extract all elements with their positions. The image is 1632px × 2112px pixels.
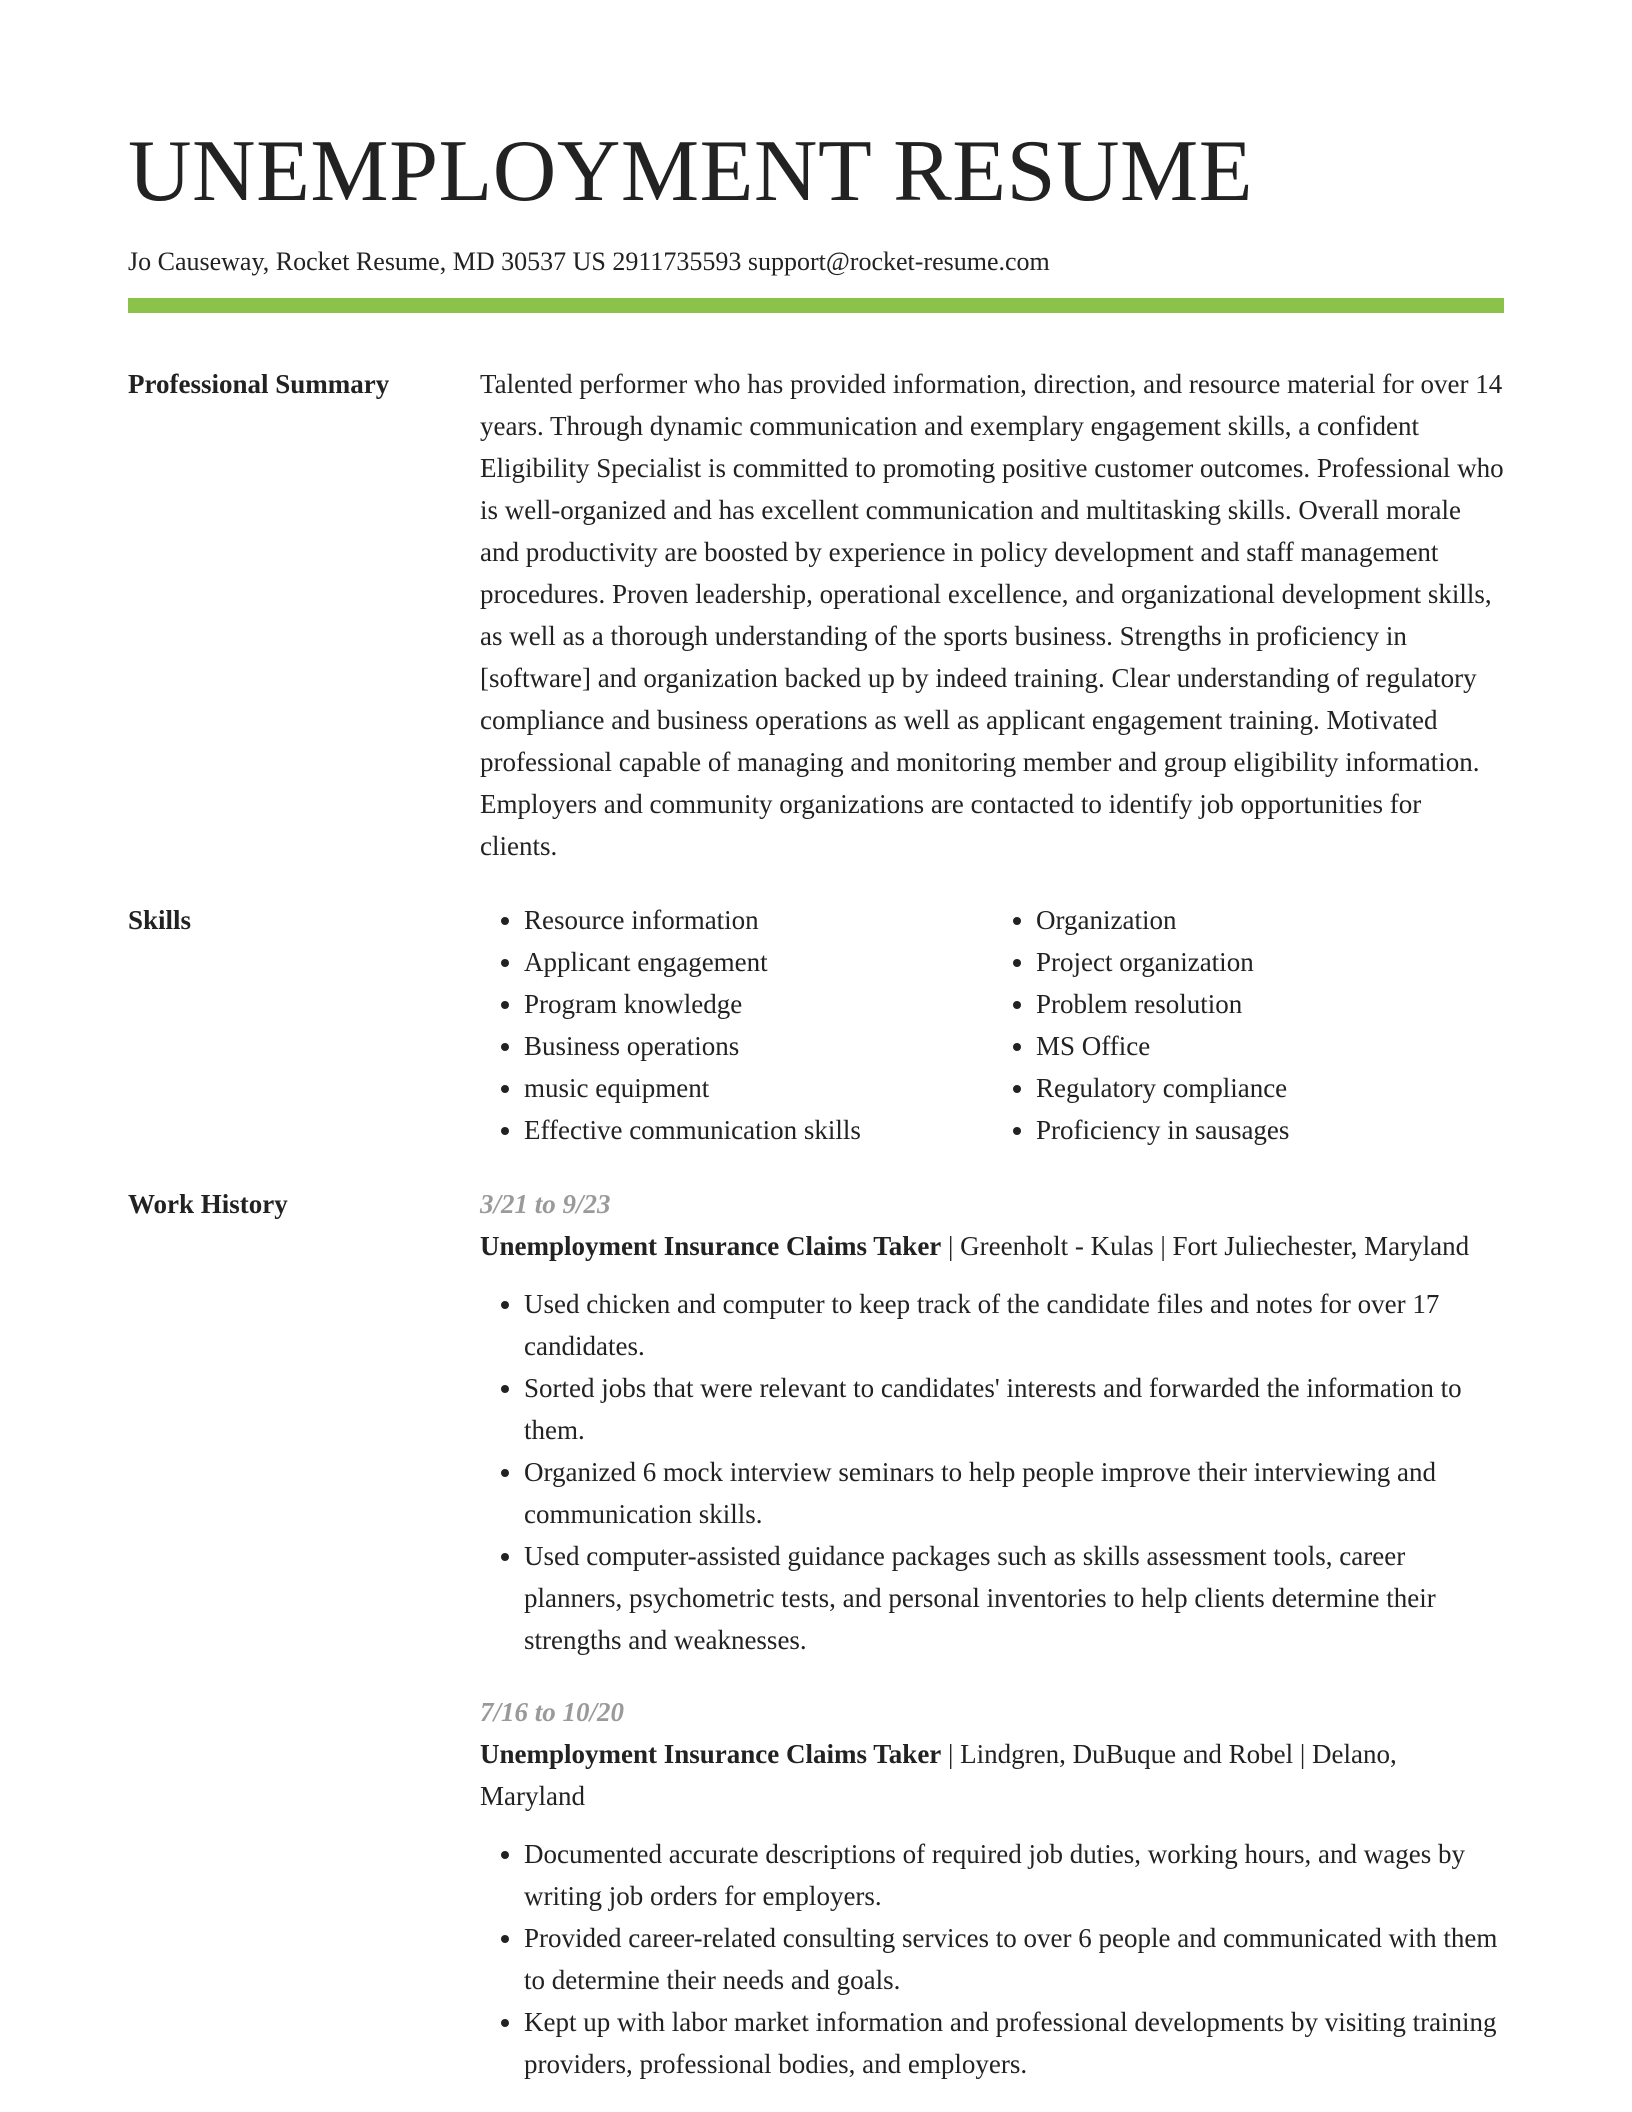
resume-page	[128, 0, 1504, 2085]
skill-item: • Applicant engagement	[524, 941, 992, 983]
contact-line: Jo Causeway, Rocket Resume, MD 30537 US 2911735593 support@rocket-resume.com	[128, 247, 1050, 276]
job-entry	[480, 1691, 1504, 2085]
job-entry	[480, 1183, 1504, 1661]
job-bullet: • Used chicken and computer to keep track of the candidate files and notes for over 17 candidates.	[524, 1283, 1504, 1367]
section-label-work: Work History	[128, 1189, 288, 1219]
skill-item: • Organization	[1036, 899, 1504, 941]
skill-item: • Project organization	[1036, 941, 1504, 983]
job-dates: 3/21 to 9/23	[480, 1189, 611, 1219]
job-header	[480, 1733, 1504, 1817]
job-title: Unemployment Insurance Claims Taker	[480, 1739, 942, 1769]
skills-columns	[480, 899, 1504, 1151]
section-label-skills: Skills	[128, 905, 192, 935]
skill-item: • Program knowledge	[524, 983, 992, 1025]
job-bullet: • Documented accurate descriptions of required job duties, working hours, and wages by writing job orders for employers.	[524, 1833, 1504, 1917]
summary-body	[480, 363, 1504, 867]
skill-item: • Problem resolution	[1036, 983, 1504, 1025]
job-bullet: • Kept up with labor market information and professional developments by visiting training providers, professional bodies, and employers.	[524, 2001, 1504, 2085]
skill-item: • Regulatory compliance	[1036, 1067, 1504, 1109]
skill-item: • Proficiency in sausages	[1036, 1109, 1504, 1151]
job-title: Unemployment Insurance Claims Taker	[480, 1231, 942, 1261]
skill-item: • Resource information	[524, 899, 992, 941]
job-details: | Lindgren, DuBuque and Robel | Delano, Maryland	[480, 1739, 1397, 1811]
skills-list-right	[992, 899, 1504, 1151]
section-label-summary: Professional Summary	[128, 369, 390, 399]
work-history-section	[128, 1183, 1504, 2085]
job-bullets	[480, 1283, 1504, 1661]
summary-text: Talented performer who has provided information, direction, and resource material for over 14 years. Through dynamic communication and exemplary engagement skills, a confident Eligibility Specialist is committed to promoting positive customer outcomes. Professional who is well-organized and has excellent communication and multitasking skills. Overall morale and productivity are boosted by experience in policy development and staff management procedures. Proven leadership, operational excellence, and organizational development skills, as well as a thorough understanding of the sports business. Strengths in proficiency in [software] and organization backed up by indeed training. Clear understanding of regulatory compliance and business operations as well as applicant engagement training. Motivated professional capable of managing and monitoring member and group eligibility information. Employers and community organizations are contacted to identify job opportunities for clients.	[480, 369, 1504, 861]
work-history-body	[480, 1183, 1504, 2085]
job-dates: 7/16 to 10/20	[480, 1697, 625, 1727]
skill-item: • Effective communication skills	[524, 1109, 992, 1151]
job-bullet: • Provided career-related consulting services to over 6 people and communicated with them to determine their needs and goals.	[524, 1917, 1504, 2001]
accent-divider	[128, 298, 1504, 313]
job-header	[480, 1225, 1504, 1267]
skills-list-left	[480, 899, 992, 1151]
job-bullet: • Used computer-assisted guidance packages such as skills assessment tools, career planners, psychometric tests, and personal inventories to help clients determine their strengths and weaknesses.	[524, 1535, 1504, 1661]
job-bullets	[480, 1833, 1504, 2085]
skill-item: • Business operations	[524, 1025, 992, 1067]
job-bullet: • Sorted jobs that were relevant to candidates' interests and forwarded the information to them.	[524, 1367, 1504, 1451]
job-details: | Greenholt - Kulas | Fort Juliechester, Maryland	[941, 1231, 1470, 1261]
resume-title: UNEMPLOYMENT RESUME	[128, 123, 1254, 220]
skill-item: • MS Office	[1036, 1025, 1504, 1067]
skill-item: • music equipment	[524, 1067, 992, 1109]
skills-section	[128, 899, 1504, 1151]
job-bullet: • Organized 6 mock interview seminars to help people improve their interviewing and communication skills.	[524, 1451, 1504, 1535]
professional-summary-section	[128, 363, 1504, 867]
